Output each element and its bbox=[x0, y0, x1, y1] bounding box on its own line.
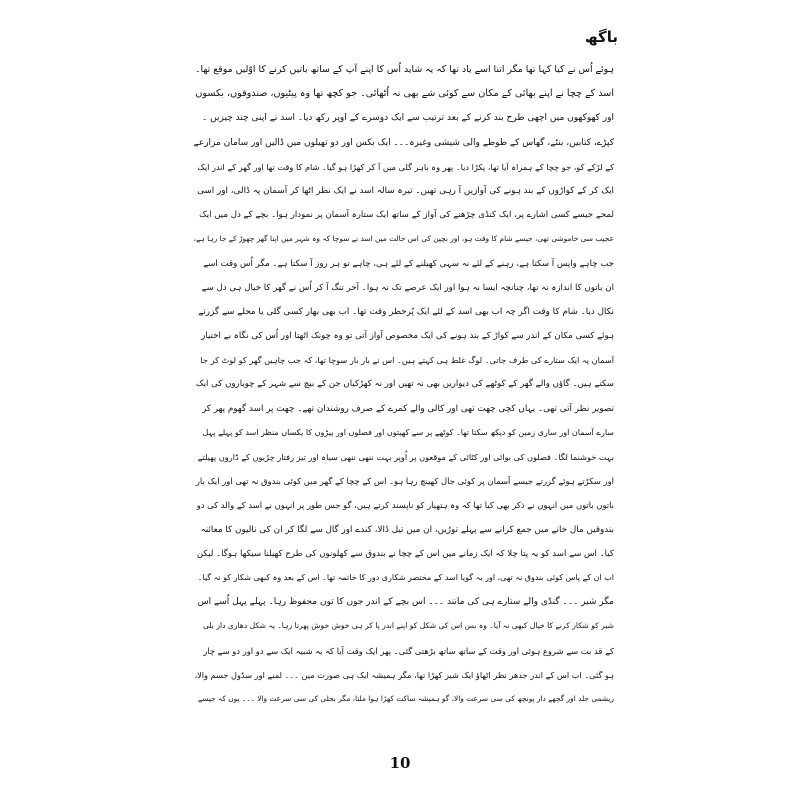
text-line: کپڑے، کتابیں، بنٹے، گھاس کے طوطے والی شیشی وغیرہ۔۔۔ ایک بکس اور دو تھیلوں میں ڈالیں اور سامان مزارعے bbox=[194, 137, 614, 148]
text-line: کیا۔ اس سے اسد کو یہ پتا چلا کہ ایک زمانے میں اس کے چچا نے بندوق سے کھلونوں کی طرح کھیلنا سیکھا ہوگا۔ لیکن bbox=[196, 548, 614, 559]
text-line: بہت خوشنما لگا۔ فصلوں کی بوائی اور کٹائی کے موقعوں پر اُوپر بہت ننھی ننھی سیاہ اور تیز رفتار چڑیوں کے ڈاروں پھیلتے bbox=[197, 452, 614, 462]
text-line: اب ان کے پاس کوئی بندوق نہ تھی، اور یہ گویا اسد کے مختصر شکاری دور کا خاتمہ تھا۔ اس کے بعد وہ کبھی شکار کو نہ گیا۔ bbox=[197, 572, 614, 582]
body-text bbox=[194, 58, 614, 711]
text-line: جب چاہے واپس آ سکتا ہے، رہنے کے لئے نہ سہی کھیلنے کے لئے ہی، چاہے تو ہر روز آ سکتا ہے۔ مگر اُس وقت اسے bbox=[203, 258, 614, 269]
text-line: مگر شیر ۔۔۔ گنڈی والے ستارے ہی کی مانند ۔۔۔ اس بچے کے اندر جوں کا توں محفوظ رہا۔ پہلے پہل اُسے اس bbox=[197, 597, 614, 608]
chapter-title: باگھ bbox=[584, 28, 618, 46]
text-line: سارے آسمان اور ساری زمین کو دیکھ سکتا تھا۔ کوٹھے پر سے کھیتوں اور فصلوں اور پیڑوں کا یکساں منظر اسد کو پہلے پہل bbox=[202, 427, 614, 437]
text-line: لمحے جیسے کسی اشارے پر، ایک کنڈی چڑھنے کی آواز کے ساتھ ایک ستارہ آسمان پر نمودار ہوا۔ بچے کے دل میں ایک bbox=[199, 210, 614, 221]
text-line: کے قد بت سے شروع ہوئی اور وقت کے ساتھ ساتھ بڑھتی گئی۔ پھر ایک وقت آیا کہ یہ شبیہ ایک سے دو اور دو سے چار bbox=[203, 645, 614, 656]
text-line: شیر کو شکار کرنے کا خیال کبھی نہ آیا۔ وہ بس اس کی شکل کو اپنے اندر پا کر ہی خوش خوش پھرتا رہا۔ یہ شکل دھاری دار بلی bbox=[202, 621, 614, 631]
text-line: باتوں باتوں میں انہوں نے ذکر بھی کیا تھا کہ وہ ہتھیار کو ناپسند کرتے ہیں، گو جس طور پر انہوں نے اسد کے والد کی دو bbox=[196, 500, 614, 511]
text-line: ہوئے کسی مکان کے اندر سے کواڑ کے بند ہونے کی ایک مخصوص آواز آتی تو وہ چونک اٹھتا اور اُس کی نگاہ بے اختیار bbox=[201, 331, 614, 342]
text-line: اور سکڑتے ہوئے گزرتے جیسے آسمان پر کوئی جال کھینچ رہا ہو۔ اس کے چچا کے گھر میں کوئی بندوق نہ تھی اور ایک بار bbox=[195, 476, 614, 487]
text-line: سکتے ہیں۔ گاؤں والے گھر کے کوٹھے کی دیواریں بھی نہ تھیں اور نہ کھڑکیاں جن کے بیچ سے شہر کے چوباروں کی ایک bbox=[195, 379, 614, 390]
text-line: ہوئے اُس نے کیا کہا تھا مگر اتنا اسے یاد تھا کہ یہ شاید اُس کا اپنے آپ کے ساتھ باتیں کرنے کا اوّلیں موقع تھا۔ bbox=[195, 64, 614, 75]
text-line: ایک کر کے کواڑوں کے بند ہونے کی آوازیں آ رہی تھیں۔ تیرہ سالہ اسد نے ایک نظر اٹھا کر آسمان پہ ڈالی، اور اسی bbox=[197, 185, 614, 196]
page-number: 10 bbox=[389, 754, 411, 772]
text-line: عجیب سی خاموشی تھی، جیسے شام کا وقت ہو، اور بچپن کی اس حالت میں اسد نے سوچا کہ وہ شہر میں اپنا گھر چھوڑ کے جا رہا ہے، bbox=[194, 234, 614, 244]
text-line: آسمان پہ ایک ستارے کی طرف جاتی۔ لوگ غلط ہی کہتے ہیں۔ اس نے بار بار سوچا تھا، کہ جب چاہیں گھر کو لوٹ کر جا bbox=[200, 355, 614, 366]
text-line: ہو گئی۔ اب اس کے اندر جدھر نظر اٹھاؤ ایک شیر کھڑا تھا، مگر ہمیشہ ایک ہی صورت میں ۔۔۔ لمبے اور سڈول جسم والا، bbox=[194, 669, 614, 680]
text-line: اسد کے چچا نے اپنے بھائی کے مکان سے کوئی شے بھی نہ اُٹھائی۔ جو کچھ تھا وہ پیٹیوں، صندوقوں، بکسوں bbox=[195, 88, 614, 100]
text-line: اور کھوکھوں میں اچھی طرح بند کرنے کے بعد ترتیب سے ایک دوسرے کے اوپر رکھ دیا۔ اسد نے اپنی چند چیزیں ۔ bbox=[202, 113, 614, 124]
text-line: کے لڑکے کو، جو چچا کے ہمراہ آیا تھا، پکڑا دیا۔ پھر وہ باہر گلی میں آ کر کھڑا ہو گیا۔ شام کا وقت تھا اور گھر کے اندر ایک bbox=[197, 161, 614, 172]
text-line: تصویر نظر آتی تھی۔ یہاں کچی چھت تھی اور کالی والے کمرے کے صرف روشندان تھے۔ چھت پر اسد گھوم پھر کر bbox=[201, 403, 614, 414]
text-line: بندوقیں مال خانے میں جمع کرانے سے پہلے توڑیں، ان میں تیل ڈالا، کندے اور گال سے لگا کر ان کی نالیوں کا معائنہ bbox=[200, 524, 614, 535]
text-line: ریشمی جلد اور گچھے دار پونچھ کی سی سرعت والا، گو ہمیشہ ساکت کھڑا ہوا ملتا، مگر بجلی کی سی سرعت والا ۔۔۔ یوں کہ جیسے bbox=[197, 693, 614, 703]
text-line: نکال دیا۔ شام کا وقت اگر چہ اب بھی اسد کے لئے ایک پُرخطر وقت تھا۔ اب بھی بھار کسی گلی یا محلے سے گزرتے bbox=[198, 306, 614, 317]
text-line: ان باتوں کا اندازہ نہ تھا، چنانچہ ایسا نہ ہوا اور ایک عرصے تک نہ ہوا۔ آخر تنگ آ کر اُس نے گھر کا خیال ہی دل سے bbox=[201, 282, 614, 293]
